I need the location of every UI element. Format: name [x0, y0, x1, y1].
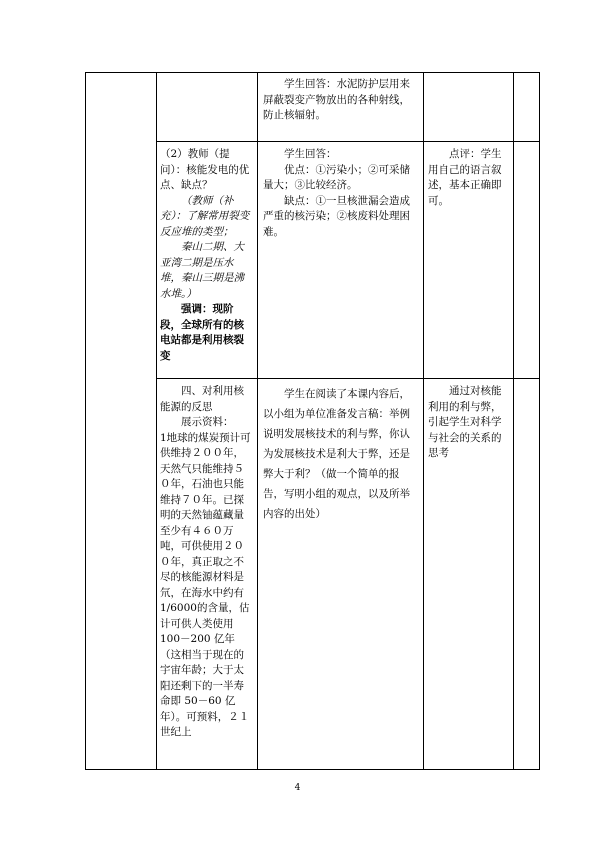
advantages-text: 优点：①污染小；②可采储量大；③比较经济。 [263, 163, 410, 191]
teacher-comment: 点评：学生用自己的语言叙述，基本正确即可。 [428, 148, 502, 207]
row-divider [156, 378, 539, 379]
row3-student-activity [263, 384, 419, 524]
column-divider [156, 73, 157, 769]
group-task-text: 学生在阅读了本课内容后，以小组为单位准备发言稿：举例说明发展核技术的利与弊，你认为发展核技术是利大于弊，还是弊大于利？（做一个简单的报告，写明小组的观点，以及所举内容的出处） [263, 388, 410, 520]
student-answer-lead: 学生回答： [284, 148, 337, 160]
page-number: 4 [294, 783, 301, 793]
design-intent-text: 通过对核能利用的利与弊，引起学生对科学与社会的关系的思考 [428, 385, 502, 459]
column-divider [423, 73, 424, 769]
row2-student-activity [263, 147, 419, 240]
student-answer-text: 学生回答：水泥防护层用来屏蔽裂变产物放出的各种射线，防止核辐射。 [263, 78, 410, 121]
row2-comment [428, 147, 510, 209]
teacher-supplement: （教师（补充）：了解常用裂变反应堆的类型； [160, 194, 250, 238]
teacher-question: （2）教师（提问）：核能发电的优点、缺点？ [160, 148, 250, 191]
column-divider [513, 73, 514, 769]
row3-design-intent [428, 384, 510, 462]
show-material-label: 展示资料： [181, 416, 234, 428]
reactor-examples: 秦山二期、大亚湾二期是压水堆，秦山三期是沸水堆。） [160, 241, 244, 300]
row3-teacher-activity [160, 384, 254, 741]
teacher-emphasis: 强调：现阶段，全球所有的核电站都是利用核裂变 [160, 303, 244, 362]
lesson-plan-table [85, 72, 540, 770]
energy-reserves-text: 1地球的煤炭预计可供维持２００年，天然气只能维持５０年，石油也只能维持７０年。已探明的天然铀蕴藏量至少有４６０万吨，可供使用２００年，真正取之不尽的核能源材料是氘，在海水中约有 1/6000的含量，估计可供人类使用 100－200 亿年（这相当于现在的宇宙年龄；大于太阳还剩下的一半寿命即 50－60 亿年）。可预料，２１世纪上 [160, 431, 251, 738]
section-title: 四、对利用核能源的反思 [160, 385, 244, 413]
disadvantages-text: 缺点：①一旦核泄漏会造成严重的核污染；②核废料处理困难。 [263, 194, 410, 238]
row1-student-answer [263, 77, 419, 124]
column-divider [257, 73, 258, 769]
row-divider [156, 141, 539, 142]
row2-teacher-activity [160, 147, 254, 364]
